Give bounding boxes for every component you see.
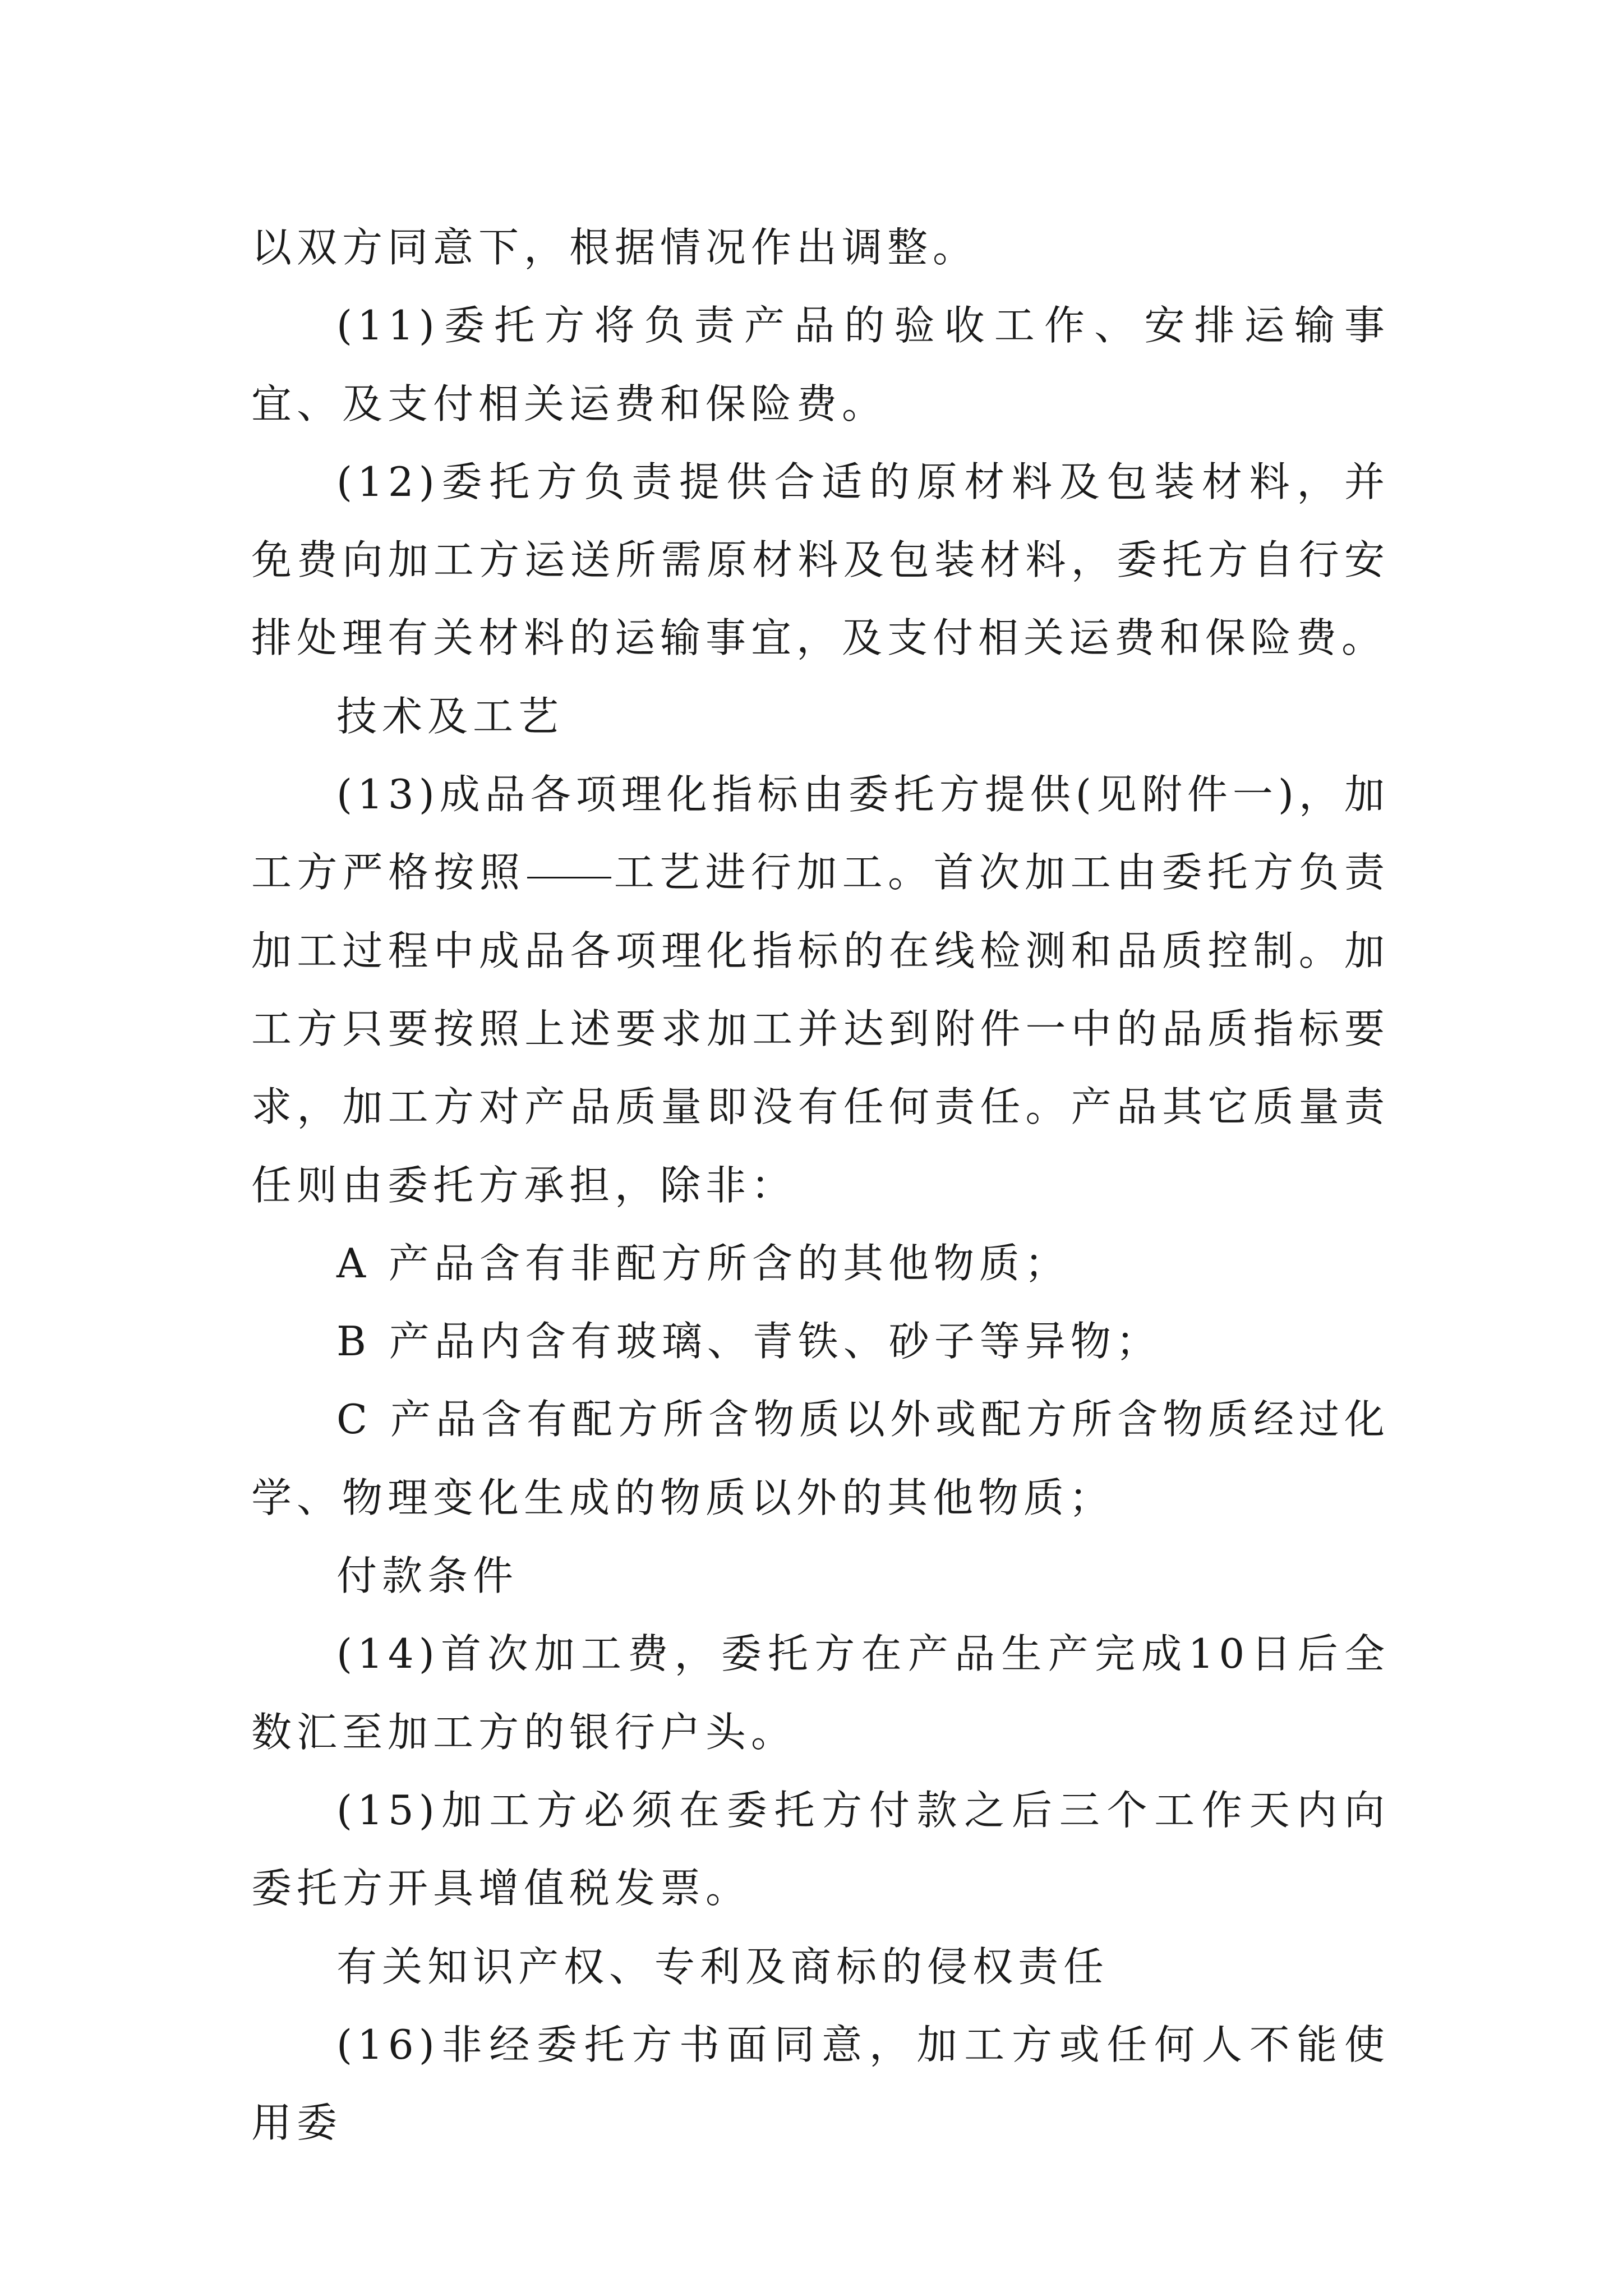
clause-13-text-after: 工艺进行加工。首次加工由委托方负责加工过程中成品各项理化指标的在线检测和品质控制。加工方只要按照上述要求加工并达到附件一中的品质指标要求，加工方对产品质量即没有任何责任。产品其它质量责任则由委托方承担，除非： — [251, 849, 1390, 1209]
item-a: A 产品含有非配方所含的其他物质； — [336, 1239, 1070, 1287]
clause-16: (16)非经委托方书面同意，加工方或任何人不能使用委 — [251, 2021, 1390, 2147]
clause-11: (11)委托方将负责产品的验收工作、安排运输事宜、及支付相关运费和保险费。 — [251, 302, 1390, 427]
clause-12: (12)委托方负责提供合适的原材料及包装材料，并免费向加工方运送所需原材料及包装材料，委托方自行安排处理有关材料的运输事宜，及支付相关运费和保险费。 — [251, 458, 1390, 662]
section-heading-intellectual-property: 有关知识产权、专利及商标的侵权责任 — [336, 1943, 1109, 1990]
fill-in-blank — [527, 877, 611, 878]
document-body — [251, 209, 1390, 2162]
section-heading-technology: 技术及工艺 — [336, 692, 564, 740]
clause-15: (15)加工方必须在委托方付款之后三个工作天内向委托方开具增值税发票。 — [251, 1786, 1390, 1912]
section-heading-payment: 付款条件 — [336, 1552, 519, 1600]
item-b: B 产品内含有玻璃、青铁、砂子等异物； — [336, 1318, 1161, 1365]
clause-13-text-before: (13)成品各项理化指标由委托方提供(见附件一)，加工方严格按照 — [251, 771, 1390, 896]
clause-13 — [251, 756, 1390, 1225]
clause-14: (14)首次加工费，委托方在产品生产完成10日后全数汇至加工方的银行户头。 — [251, 1630, 1390, 1756]
item-c: C 产品含有配方所含物质以外或配方所含物质经过化学、物理变化生成的物质以外的其他物质； — [251, 1396, 1390, 1521]
paragraph-continuation: 以双方同意下，根据情况作出调整。 — [251, 224, 979, 271]
